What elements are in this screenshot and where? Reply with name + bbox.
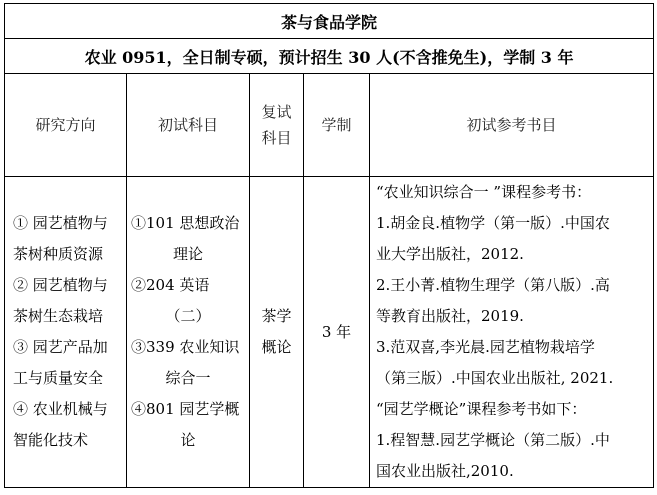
subject-line: 论	[180, 431, 196, 449]
program-row	[5, 39, 654, 74]
subject-line: 综合一	[165, 369, 211, 387]
book-line: 国农业出版社,2010.	[376, 462, 514, 480]
header-years: 学制	[304, 74, 370, 177]
header-retest-line1: 复试	[261, 103, 292, 121]
book-line: 等教育出版社，2019.	[376, 307, 524, 325]
header-subjects: 初试科目	[127, 74, 250, 177]
subject-line: 理论	[172, 245, 203, 263]
direction-line: 茶树种质资源	[13, 245, 104, 263]
retest-course-line1: 茶学	[261, 307, 292, 325]
direction-line: 茶树生态栽培	[13, 307, 104, 325]
subject-line: ②204 英语	[131, 276, 210, 294]
book-line: 1.程智慧.园艺学概论（第二版）.中	[376, 431, 610, 449]
direction-line: 工与质量安全	[13, 369, 104, 387]
direction-line: ② 园艺植物与	[13, 276, 108, 294]
retest-course-line2: 概论	[261, 338, 292, 356]
direction-line: ④ 农业机械与	[13, 400, 108, 418]
book-line: 业大学出版社，2012.	[376, 245, 524, 263]
direction-line: 智能化技术	[13, 431, 89, 449]
header-retest	[250, 74, 304, 177]
book-line: 2.王小菁.植物生理学（第八版）.高	[376, 276, 610, 294]
college-title: 茶与食品学院	[5, 4, 654, 39]
book-line: “农业知识综合一 ”课程参考书：	[376, 183, 592, 201]
subjects-cell	[127, 177, 250, 488]
header-books: 初试参考书目	[370, 74, 654, 177]
years-cell: 3 年	[304, 177, 370, 488]
header-direction: 研究方向	[5, 74, 127, 177]
subject-line: ③339 农业知识	[131, 338, 240, 356]
book-line: 3.范双喜,李光晨.园艺植物栽培学	[376, 338, 595, 356]
book-line: “园艺学概论”课程参考书如下：	[376, 400, 587, 418]
column-header-row	[5, 74, 654, 177]
admissions-table	[4, 3, 654, 488]
subject-line: （二）	[165, 307, 211, 325]
program-summary: 农业 0951，全日制专硕，预计招生 30 人(不含推免生)，学制 3 年	[5, 39, 654, 74]
retest-course-cell	[250, 177, 304, 488]
direction-line: ① 园艺植物与	[13, 214, 108, 232]
direction-line: ③ 园艺产品加	[13, 338, 108, 356]
subject-line: ④801 园艺学概	[131, 400, 240, 418]
title-row	[5, 4, 654, 39]
book-line: 1.胡金良.植物学（第一版）.中国农	[376, 214, 610, 232]
subject-line: ①101 思想政治	[131, 214, 240, 232]
books-cell	[370, 177, 654, 488]
data-row	[5, 177, 654, 488]
direction-cell	[5, 177, 127, 488]
header-retest-line2: 科目	[261, 129, 292, 147]
book-line: （第三版）.中国农业出版社, 2021.	[376, 369, 614, 387]
